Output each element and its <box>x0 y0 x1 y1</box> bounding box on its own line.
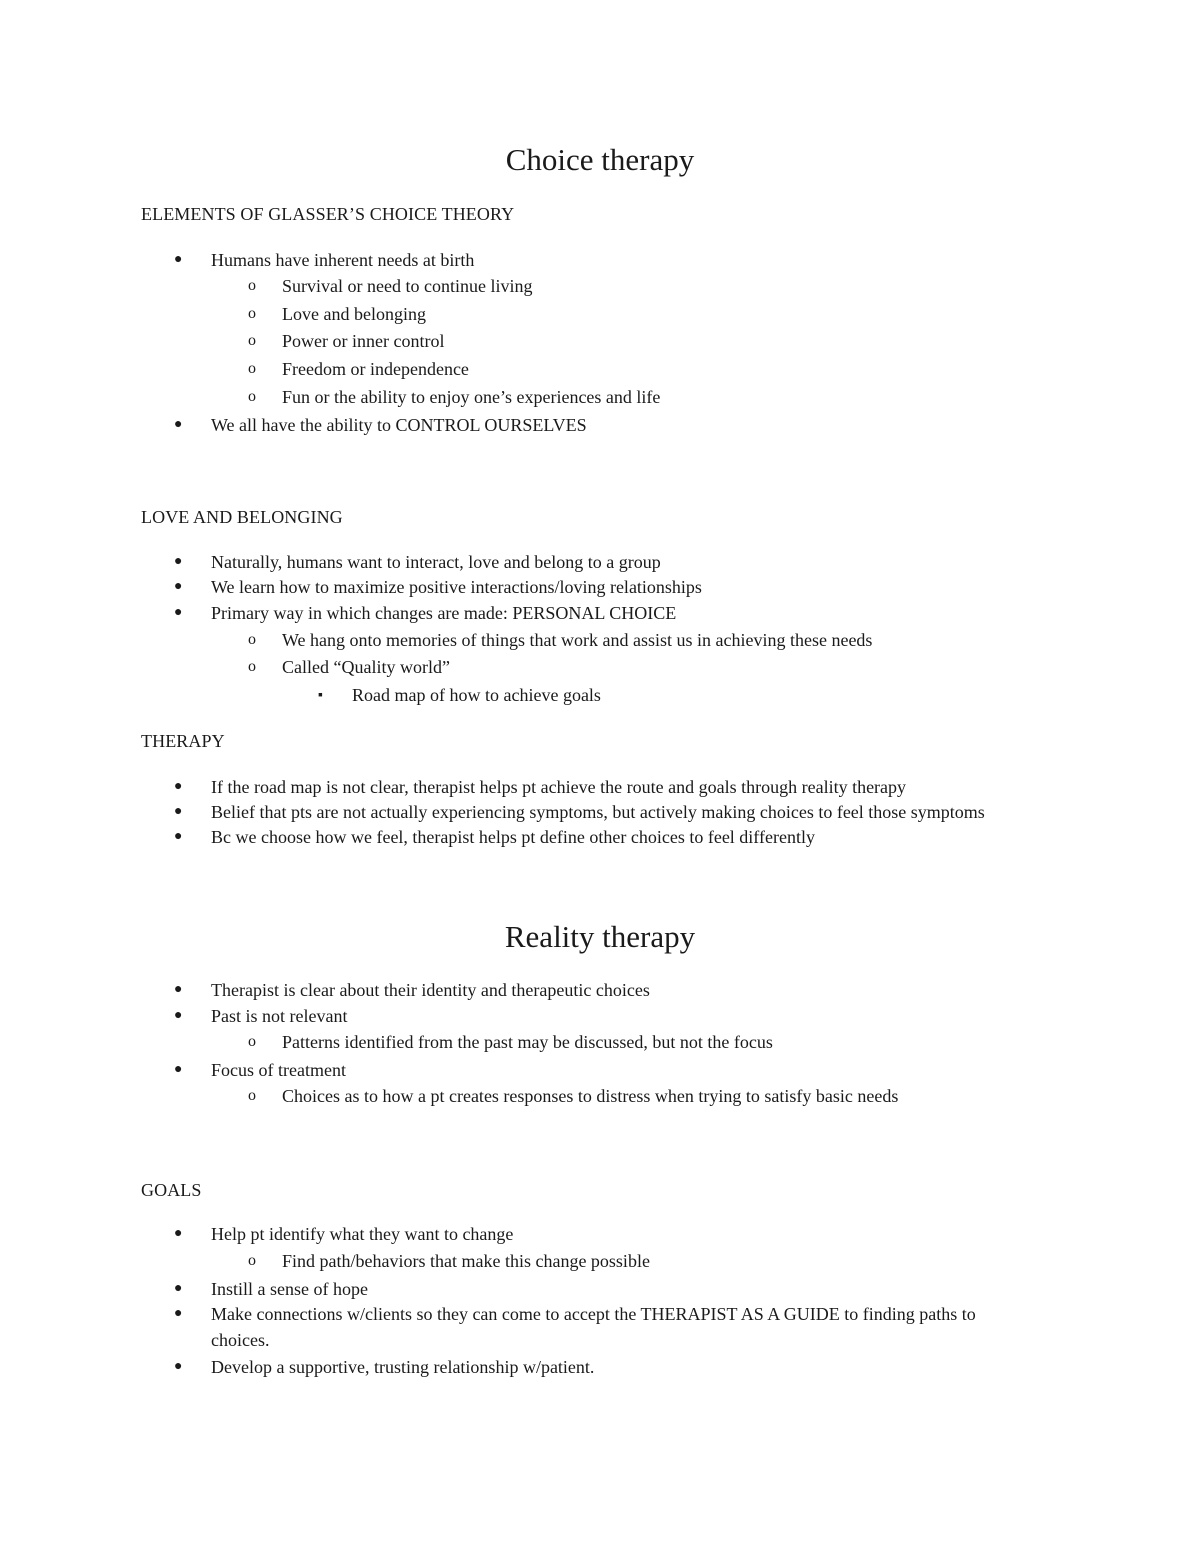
bullet-icon <box>174 978 182 1002</box>
circle-bullet-icon <box>248 1030 256 1054</box>
circle-bullet-icon <box>248 655 256 679</box>
list-item: ● Humans have inherent needs at birth <box>211 248 474 272</box>
list-item: ● Instill a sense of hope <box>211 1277 368 1301</box>
list-item: ● Help pt identify what they want to change <box>211 1222 513 1246</box>
list-item: ● We all have the ability to CONTROL OURSELVES <box>211 413 587 437</box>
bullet-icon <box>174 1222 182 1246</box>
list-item: ● Primary way in which changes are made: PERSONAL CHOICE <box>211 601 676 625</box>
bullet-icon <box>174 1302 182 1326</box>
square-bullet-icon <box>318 683 323 708</box>
circle-bullet-icon <box>248 329 256 353</box>
list-item: ● Belief that pts are not actually experiencing symptoms, but actively making choices to feel those symptoms <box>211 800 985 824</box>
bullet-icon <box>174 1355 182 1379</box>
list-item: ● Develop a supportive, trusting relationship w/patient. <box>211 1355 594 1379</box>
list-item: o Choices as to how a pt creates responses to distress when trying to satisfy basic needs <box>282 1084 898 1108</box>
list-item: ● Bc we choose how we feel, therapist helps pt define other choices to feel differently <box>211 825 815 849</box>
choice-therapy-title: Choice therapy <box>505 142 695 177</box>
bullet-icon <box>174 775 182 799</box>
list-item: ● Focus of treatment <box>211 1058 346 1082</box>
bullet-icon <box>174 248 182 272</box>
list-item: o Called “Quality world” <box>282 655 450 679</box>
list-item: o Fun or the ability to enjoy one’s experiences and life <box>282 385 660 409</box>
bullet-icon <box>174 800 182 824</box>
list-item-continuation: choices. <box>211 1330 270 1350</box>
list-item: ● If the road map is not clear, therapist helps pt achieve the route and goals through reality therapy <box>211 775 906 799</box>
list-item: ● We learn how to maximize positive interactions/loving relationships <box>211 575 702 599</box>
goals-heading: GOALS <box>141 1180 202 1200</box>
list-item: o Survival or need to continue living <box>282 274 532 298</box>
bullet-icon <box>174 575 182 599</box>
circle-bullet-icon <box>248 1084 256 1108</box>
list-item: o Find path/behaviors that make this change possible <box>282 1249 650 1273</box>
bullet-icon <box>174 1058 182 1082</box>
elements-heading: ELEMENTS OF GLASSER’S CHOICE THEORY <box>141 204 515 224</box>
circle-bullet-icon <box>248 274 256 298</box>
bullet-icon <box>174 550 182 574</box>
circle-bullet-icon <box>248 628 256 652</box>
list-item: ▪ Road map of how to achieve goals <box>352 683 601 707</box>
list-item: ● Past is not relevant <box>211 1004 347 1028</box>
bullet-icon <box>174 1277 182 1301</box>
list-item: ● Naturally, humans want to interact, love and belong to a group <box>211 550 661 574</box>
circle-bullet-icon <box>248 1249 256 1273</box>
bullet-icon <box>174 1004 182 1028</box>
reality-therapy-title: Reality therapy <box>504 919 696 954</box>
circle-bullet-icon <box>248 302 256 326</box>
bullet-icon <box>174 825 182 849</box>
list-item: o We hang onto memories of things that work and assist us in achieving these needs <box>282 628 872 652</box>
list-item: o Patterns identified from the past may be discussed, but not the focus <box>282 1030 773 1054</box>
list-item: ● Therapist is clear about their identity and therapeutic choices <box>211 978 650 1002</box>
love-belonging-heading: LOVE AND BELONGING <box>141 507 343 527</box>
list-item: o Love and belonging <box>282 302 426 326</box>
bullet-icon <box>174 601 182 625</box>
list-item: o Freedom or independence <box>282 357 469 381</box>
circle-bullet-icon <box>248 357 256 381</box>
therapy-heading: THERAPY <box>141 731 225 751</box>
bullet-icon <box>174 413 182 437</box>
list-item: o Power or inner control <box>282 329 444 353</box>
list-item: ● Make connections w/clients so they can come to accept the THERAPIST AS A GUIDE to finding paths to <box>211 1302 976 1326</box>
circle-bullet-icon <box>248 385 256 409</box>
